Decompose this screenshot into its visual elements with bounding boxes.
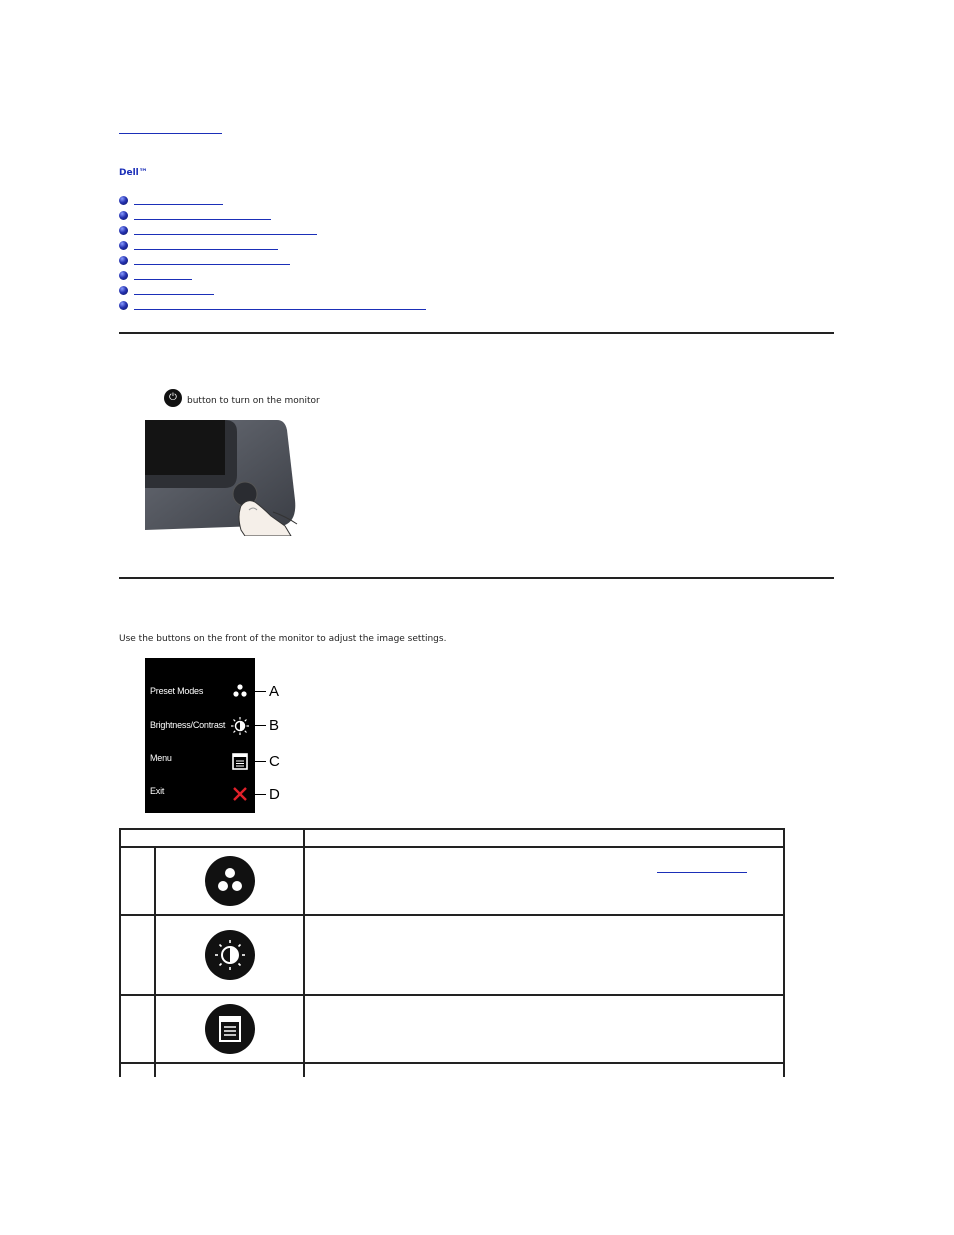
menu-icon	[204, 1003, 256, 1055]
callout-line	[254, 691, 266, 692]
letter-cell	[120, 995, 155, 1063]
button-description-table	[119, 828, 785, 1077]
toc-link[interactable]	[134, 234, 317, 235]
callout-line	[254, 761, 266, 762]
bullet-icon	[119, 301, 128, 310]
brightness-contrast-icon	[231, 717, 249, 735]
icon-cell	[155, 915, 304, 995]
table-header-cell	[120, 829, 304, 847]
toc-link[interactable]	[134, 309, 426, 310]
letter-cell	[120, 847, 155, 915]
top-link[interactable]	[119, 124, 222, 134]
table-row	[120, 995, 784, 1063]
bullet-icon	[119, 271, 128, 280]
letter-cell	[120, 1063, 155, 1077]
bullet-icon	[119, 256, 128, 265]
panel-label-preset: Preset Modes	[150, 686, 204, 696]
table-header-row	[120, 829, 784, 847]
section-divider	[119, 332, 834, 334]
front-panel-intro: Use the buttons on the front of the monitor to adjust the image settings.	[119, 634, 447, 644]
bullet-icon	[119, 211, 128, 220]
callout-letter-b: B	[269, 717, 280, 734]
callout-letter-d: D	[269, 786, 280, 803]
preset-modes-icon	[231, 682, 249, 700]
brand-title: Dell™	[119, 168, 148, 178]
toc-link[interactable]	[134, 294, 214, 295]
panel-label-brightness: Brightness/Contrast	[150, 720, 226, 730]
panel-label-menu: Menu	[150, 753, 172, 763]
callout-line	[254, 725, 266, 726]
description-cell	[304, 915, 784, 995]
menu-icon	[231, 752, 249, 770]
callout-letter-a: A	[269, 683, 280, 700]
description-cell	[304, 995, 784, 1063]
table-row	[120, 847, 784, 915]
exit-icon	[231, 785, 249, 803]
toc-link[interactable]	[134, 279, 192, 280]
bullet-icon	[119, 196, 128, 205]
section-divider	[119, 577, 834, 579]
toc-link[interactable]	[134, 264, 290, 265]
table-row	[120, 915, 784, 995]
table-header-cell	[304, 829, 784, 847]
description-link[interactable]	[657, 872, 747, 873]
icon-cell	[155, 1063, 304, 1077]
toc-link[interactable]	[134, 204, 223, 205]
description-cell	[304, 1063, 784, 1077]
bullet-icon	[119, 286, 128, 295]
power-instruction: button to turn on the monitor	[187, 396, 320, 406]
brightness-contrast-icon	[204, 929, 256, 981]
callout-line	[254, 794, 266, 795]
table-row	[120, 1063, 784, 1077]
icon-cell	[155, 995, 304, 1063]
preset-modes-icon	[204, 855, 256, 907]
description-cell	[304, 847, 784, 915]
bullet-icon	[119, 226, 128, 235]
power-icon: ⏻	[164, 389, 182, 407]
power-button-photo	[145, 420, 305, 536]
callout-letter-c: C	[269, 753, 280, 770]
bullet-icon	[119, 241, 128, 250]
panel-label-exit: Exit	[150, 786, 165, 796]
icon-cell	[155, 847, 304, 915]
front-panel-diagram	[145, 658, 255, 813]
letter-cell	[120, 915, 155, 995]
toc-link[interactable]	[134, 249, 278, 250]
toc-link[interactable]	[134, 219, 271, 220]
